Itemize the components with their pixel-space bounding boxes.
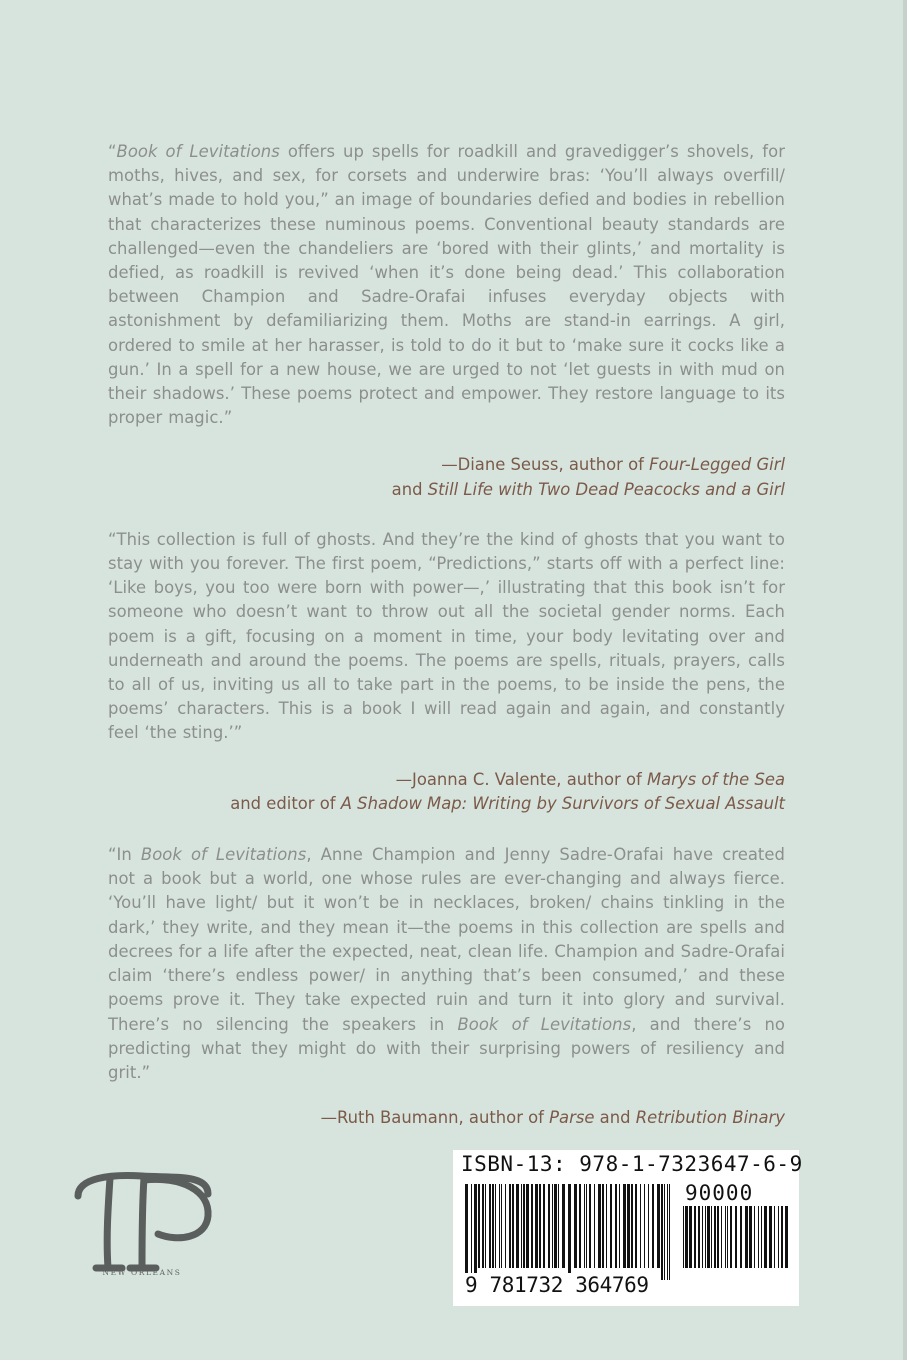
blurb-2: “This collection is full of ghosts. And they’re the kind of ghosts that you want to stay with you forever. The first poem, “Predictions,” starts off with a perfect line: ‘Like boys, you too were born with power—,’ illustrating that this book isn’t for someone who doesn’t want to throw out all the societal gender norms. Each poem is a gift, focusing on a moment in time, your body levitating over and underneath and around the poems. The poems are spells, rituals, prayers, calls to all of us, inviting us all to take part in the poems, to be inside the pens, the poems’ characters. This is a book I will read again and again, and constantly feel ‘the sting.’” bbox=[108, 529, 785, 743]
barcode-bar bbox=[657, 1184, 660, 1268]
barcode-bar bbox=[615, 1184, 617, 1268]
barcode-bar bbox=[505, 1184, 506, 1268]
barcode-bar bbox=[584, 1184, 585, 1268]
barcode-bar bbox=[758, 1206, 759, 1268]
barcode-bar bbox=[685, 1206, 688, 1268]
isbn-label: ISBN-13: 978-1-7323647-6-9 bbox=[461, 1152, 803, 1176]
ean-barcode bbox=[465, 1184, 670, 1280]
barcode-bar bbox=[523, 1184, 525, 1268]
barcode-bar bbox=[725, 1206, 726, 1268]
barcode-bar bbox=[727, 1206, 728, 1268]
publisher-logo bbox=[70, 1168, 215, 1280]
barcode-bar bbox=[501, 1184, 502, 1268]
barcode-bar bbox=[568, 1184, 571, 1280]
barcode-bar bbox=[717, 1206, 719, 1268]
price-code: 90000 bbox=[685, 1181, 754, 1205]
barcode-bar bbox=[714, 1206, 716, 1268]
barcode-bar bbox=[499, 1184, 500, 1268]
barcode-bar bbox=[474, 1184, 477, 1280]
barcode-bar bbox=[769, 1206, 772, 1268]
barcode-bar bbox=[781, 1206, 783, 1268]
cover-edge bbox=[903, 0, 907, 1360]
barcode-bar bbox=[482, 1184, 484, 1268]
barcode-bar bbox=[526, 1184, 529, 1268]
barcode-bar bbox=[535, 1184, 538, 1268]
barcode-bar bbox=[554, 1184, 557, 1268]
barcode-bar bbox=[764, 1206, 767, 1268]
barcode-bar bbox=[471, 1184, 472, 1280]
barcode-bar bbox=[485, 1184, 486, 1268]
barcode-bar bbox=[509, 1184, 511, 1268]
blurb-3: “In Book of Levitations, Anne Champion and Jenny Sadre-Orafai have created not a book but a world, one whose rules are ever-changing and always fierce. ‘You’ll have light/ but it won’t be in necklaces, broken/ chains tinkling in the dark,’ they write, and they mean it—the poems in this collection are spells and decrees for a life after the expected, neat, clean life. Champion and Sadre-Orafai claim ‘there’s endless power/ in anything that’s been consumed,’ and these poems prove it. They take expected ruin and turn it into glory and survival. There’s no silencing the speakers in Book of Levitations, and there’s no predicting what they might do with their surprising powers of resiliency and grit.” bbox=[108, 845, 785, 1082]
barcode-bar bbox=[602, 1184, 604, 1268]
barcode-bar bbox=[652, 1184, 654, 1268]
barcode-bar bbox=[721, 1206, 722, 1268]
barcode-bar bbox=[754, 1206, 755, 1268]
barcode-bar bbox=[745, 1206, 748, 1268]
barcode-bar bbox=[749, 1206, 752, 1268]
barcode-bar bbox=[579, 1184, 581, 1268]
barcode-bar bbox=[598, 1184, 601, 1268]
barcode-bar bbox=[548, 1184, 550, 1268]
barcode-bar bbox=[707, 1206, 710, 1268]
barcode-bar bbox=[664, 1184, 665, 1280]
publisher-city: NEW ORLEANS bbox=[102, 1268, 182, 1277]
barcode-bar bbox=[661, 1184, 663, 1280]
barcode-bar bbox=[774, 1206, 775, 1268]
barcode-bar bbox=[623, 1184, 626, 1268]
barcode-bar bbox=[740, 1206, 742, 1268]
barcode-bar bbox=[627, 1184, 630, 1268]
barcode-bar bbox=[735, 1206, 737, 1268]
barcode-bar bbox=[689, 1206, 692, 1268]
barcode-bar bbox=[648, 1184, 649, 1268]
blurb-1: “Book of Levitations offers up spells for roadkill and gravedigger’s shovels, for moths, hives, and sex, for corsets and underwire bras: ‘You’ll always overfill/ what’s made to hold you,” an image of boundaries defied and bodies in rebellion that characterizes these numinous poems. Conventional beauty standards are challenged—even the chandeliers are ‘bored with their glints,’ and mortality is defied, as roadkill is revived ‘when it’s done being dead.’ This collaboration between Champion and Sadre-Orafai infuses everyday objects with astonishment by defamiliarizing them. Moths are stand-in earrings. A girl, ordered to smile at her harasser, is told to do it but to ‘make sure it cocks like a gun.’ In a spell for a new house, we are urged to not ‘let guests in with mud on their shadows.’ These poems protect and empower. They restore language to its proper magic.” bbox=[108, 142, 785, 428]
barcode-bar bbox=[562, 1184, 565, 1268]
barcode-bar bbox=[521, 1184, 522, 1268]
back-cover-blurbs bbox=[108, 140, 785, 1130]
barcode-bar bbox=[495, 1184, 496, 1268]
barcode-bar bbox=[785, 1206, 788, 1268]
barcode-bar bbox=[683, 1206, 684, 1268]
barcode-bar bbox=[543, 1184, 545, 1268]
barcode-bar bbox=[465, 1184, 468, 1280]
attribution-2: —Joanna C. Valente, author of Marys of the Sea and editor of A Shadow Map: Writing by Survivors of Sexual Assault bbox=[230, 769, 785, 813]
barcode-bar bbox=[761, 1206, 762, 1268]
barcode-bar bbox=[669, 1184, 670, 1280]
barcode-bar bbox=[711, 1206, 712, 1268]
barcode-bar bbox=[516, 1184, 519, 1268]
barcode-bar bbox=[552, 1184, 553, 1268]
barcode-bar bbox=[574, 1184, 577, 1268]
attribution-3: —Ruth Baumann, author of Parse and Retribution Binary bbox=[320, 1108, 785, 1128]
barcode-bar bbox=[512, 1184, 514, 1268]
barcode-bar bbox=[531, 1184, 533, 1268]
barcode-bar bbox=[698, 1206, 700, 1268]
barcode-bar bbox=[702, 1206, 703, 1268]
barcode-bar bbox=[478, 1184, 480, 1268]
barcode-bar bbox=[619, 1184, 620, 1268]
barcode-bar bbox=[778, 1206, 779, 1268]
barcode-bar bbox=[730, 1206, 732, 1268]
barcode-bar bbox=[594, 1184, 595, 1268]
attribution-1: —Diane Seuss, author of Four-Legged Girl and Still Life with Two Dead Peacocks and a Girl bbox=[391, 455, 785, 499]
barcode-bar bbox=[586, 1184, 587, 1268]
barcode-bar bbox=[606, 1184, 607, 1268]
book-title: Book of Levitations bbox=[116, 142, 280, 161]
barcode-bar bbox=[694, 1206, 696, 1268]
barcode-bar bbox=[489, 1184, 491, 1268]
ean-digits: 9 781732 364769 bbox=[465, 1273, 649, 1297]
barcode-bar bbox=[705, 1206, 706, 1268]
barcode-bar bbox=[589, 1184, 591, 1268]
barcode-bar bbox=[558, 1184, 559, 1268]
barcode-bar bbox=[644, 1184, 645, 1268]
barcode-bar bbox=[635, 1184, 637, 1268]
barcode-bar bbox=[631, 1184, 633, 1268]
barcode-bar bbox=[640, 1184, 641, 1268]
price-addon-barcode bbox=[683, 1206, 791, 1280]
barcode-bar bbox=[610, 1184, 612, 1268]
barcode-bar bbox=[667, 1184, 668, 1280]
barcode-bar bbox=[539, 1184, 541, 1268]
barcode-bar bbox=[492, 1184, 494, 1268]
